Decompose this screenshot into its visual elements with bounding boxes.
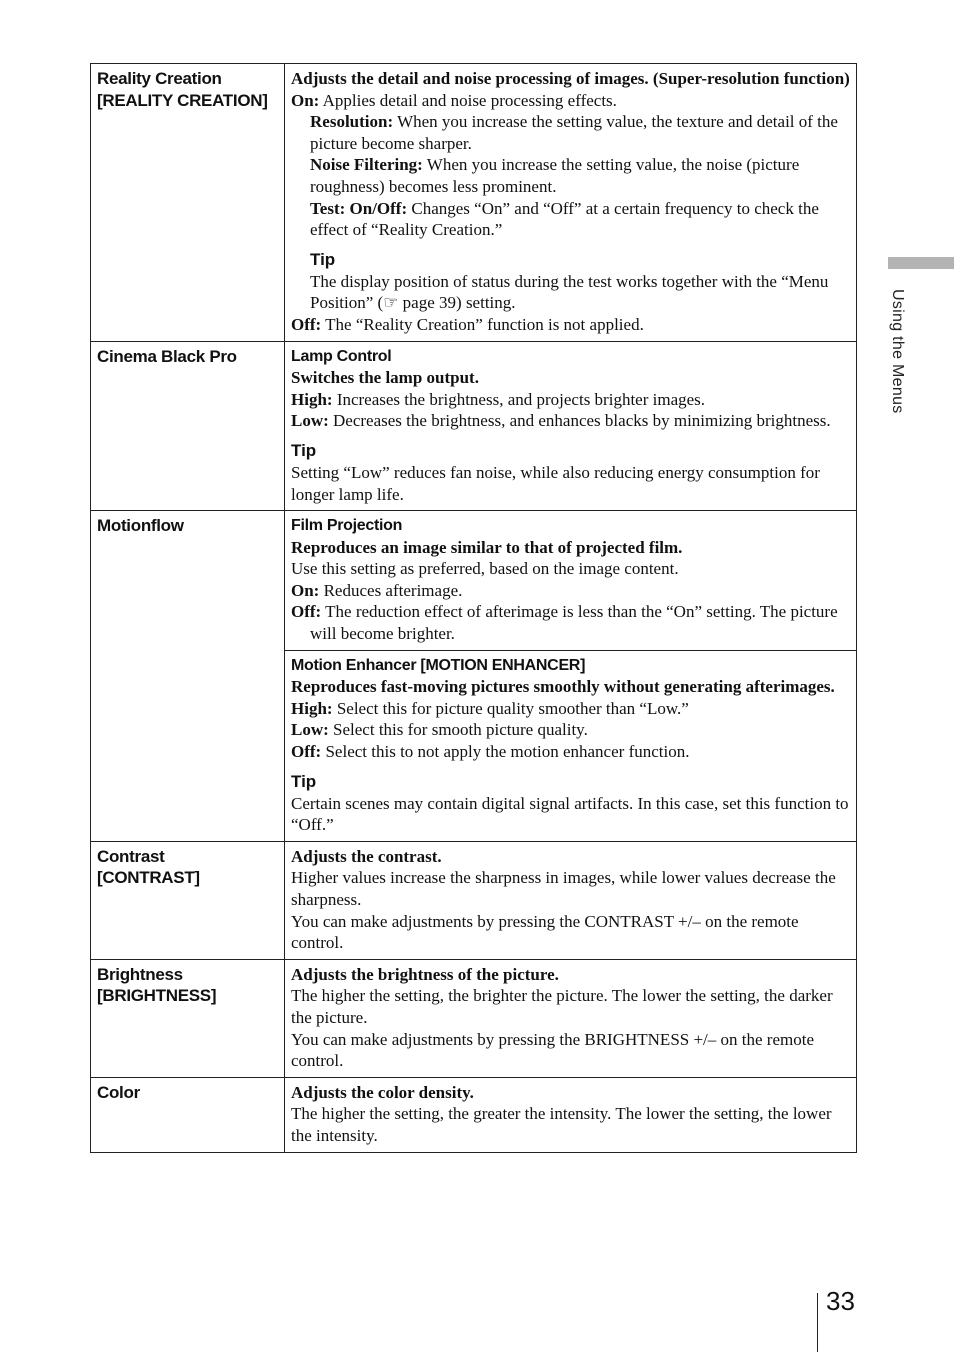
option-text: Decreases the brightness, and enhances blacks by minimizing brightness. <box>328 411 831 431</box>
option-text: Select this for smooth picture quality. <box>328 720 588 740</box>
option-key: Low: <box>291 720 329 740</box>
option-high <box>291 698 850 720</box>
row-label: Cinema Black Pro <box>97 346 237 366</box>
option-on <box>291 580 850 602</box>
option-key: High: <box>291 698 333 718</box>
option-text: Select this for picture quality smoother than “Low.” <box>332 698 689 718</box>
row-description-cell <box>285 650 857 841</box>
option-text: When you increase the setting value, the texture and detail of the picture become sharper. <box>310 112 838 153</box>
row-intro: Use this setting as preferred, based on the image content. <box>291 559 679 579</box>
option-key: Off: <box>291 314 322 334</box>
tip-text: Certain scenes may contain digital signal artifacts. In this case, set this function to “Off.” <box>291 793 849 835</box>
option-on <box>291 90 850 112</box>
option-off <box>291 601 850 644</box>
row-label-command: [CONTRAST] <box>97 868 200 888</box>
option-key: On: <box>291 580 320 600</box>
row-heading: Adjusts the detail and noise processing of images. (Super-resolution function) <box>291 69 850 88</box>
row-description-cell <box>285 64 857 342</box>
row-description-cell <box>285 511 857 651</box>
table-row <box>91 511 857 651</box>
row-heading: Adjusts the color density. <box>291 1082 474 1102</box>
row-description-cell <box>285 841 857 959</box>
row-label: Contrast <box>97 846 165 866</box>
option-low <box>291 410 850 432</box>
option-high <box>291 389 850 411</box>
table-row <box>91 841 857 959</box>
section-tab-label: Using the Menus <box>889 289 906 414</box>
table-row <box>91 64 857 342</box>
row-heading: Reproduces an image similar to that of projected film. <box>291 537 683 557</box>
option-text: Select this to not apply the motion enhancer function. <box>321 742 690 762</box>
row-heading: Adjusts the brightness of the picture. <box>291 964 559 984</box>
row-label: Color <box>97 1082 140 1102</box>
row-description-cell <box>285 1077 857 1152</box>
row-text: The higher the setting, the greater the intensity. The lower the setting, the lower the intensity. <box>291 1104 832 1145</box>
page-number-divider <box>817 1293 818 1352</box>
option-text: Increases the brightness, and projects brighter images. <box>332 389 706 409</box>
suboption-resolution <box>291 111 850 154</box>
menu-settings-table <box>90 63 857 1153</box>
sub-setting-title: Motion Enhancer [MOTION ENHANCER] <box>291 656 586 674</box>
option-off <box>291 314 850 336</box>
row-description-cell <box>285 959 857 1077</box>
option-text: Reduces afterimage. <box>319 580 463 600</box>
tip-heading: Tip <box>291 771 317 791</box>
option-text: The “Reality Creation” function is not applied. <box>321 314 644 334</box>
tip-text: Setting “Low” reduces fan noise, while also reducing energy consumption for longer lamp life. <box>291 462 820 504</box>
row-heading: Reproduces fast-moving pictures smoothly without generating afterimages. <box>291 677 835 697</box>
option-text: Changes “On” and “Off” at a certain frequency to check the effect of “Reality Creation.” <box>310 198 819 240</box>
row-label-command: [REALITY CREATION] <box>97 90 268 110</box>
option-key: High: <box>291 389 333 409</box>
row-label-cell <box>91 341 285 511</box>
option-key: Test: On/Off: <box>310 198 408 218</box>
row-label-cell <box>91 64 285 342</box>
section-tab-marker <box>888 257 954 269</box>
row-label: Motionflow <box>97 516 184 536</box>
row-text: The higher the setting, the brighter the picture. The lower the setting, the darker the picture. <box>291 986 833 1027</box>
option-key: Resolution: <box>310 112 394 132</box>
table-row <box>91 341 857 511</box>
row-label-cell <box>91 1077 285 1152</box>
sub-setting-title: Film Projection <box>291 517 403 535</box>
suboption-noise-filtering <box>291 154 850 197</box>
row-heading: Switches the lamp output. <box>291 368 479 388</box>
option-key: Off: <box>291 742 322 762</box>
page-number: 33 <box>826 1286 855 1316</box>
option-key: On: <box>291 90 320 110</box>
tip-heading: Tip <box>291 440 317 460</box>
row-label-cell <box>91 841 285 959</box>
option-low <box>291 719 850 741</box>
option-key: Noise Filtering: <box>310 155 423 175</box>
option-text: Applies detail and noise processing effects. <box>319 90 617 110</box>
tip-heading: Tip <box>310 249 336 269</box>
row-text: You can make adjustments by pressing the CONTRAST +/– on the remote control. <box>291 911 799 953</box>
row-label-cell <box>91 959 285 1077</box>
option-off <box>291 741 850 763</box>
row-text: Higher values increase the sharpness in images, while lower values decrease the sharpness. <box>291 868 836 909</box>
tip-text: The display position of status during the test works together with the “Menu Position” (☞ page 39) setting. <box>310 271 829 313</box>
row-label-cell <box>91 511 285 842</box>
table-row <box>91 959 857 1077</box>
row-label-command: [BRIGHTNESS] <box>97 986 217 1006</box>
option-key: Low: <box>291 411 329 431</box>
table-row <box>91 1077 857 1152</box>
sub-setting-title: Lamp Control <box>291 347 392 365</box>
row-label: Brightness <box>97 964 183 984</box>
option-key: Off: <box>291 602 322 622</box>
row-description-cell <box>285 341 857 511</box>
row-label: Reality Creation <box>97 69 222 88</box>
row-heading: Adjusts the contrast. <box>291 846 442 866</box>
row-text: You can make adjustments by pressing the BRIGHTNESS +/– on the remote control. <box>291 1029 814 1071</box>
option-text: The reduction effect of afterimage is less than the “On” setting. The picture will become brighter. <box>310 602 838 644</box>
option-text: When you increase the setting value, the noise (picture roughness) becomes less prominent. <box>310 155 800 196</box>
suboption-test <box>291 198 850 241</box>
